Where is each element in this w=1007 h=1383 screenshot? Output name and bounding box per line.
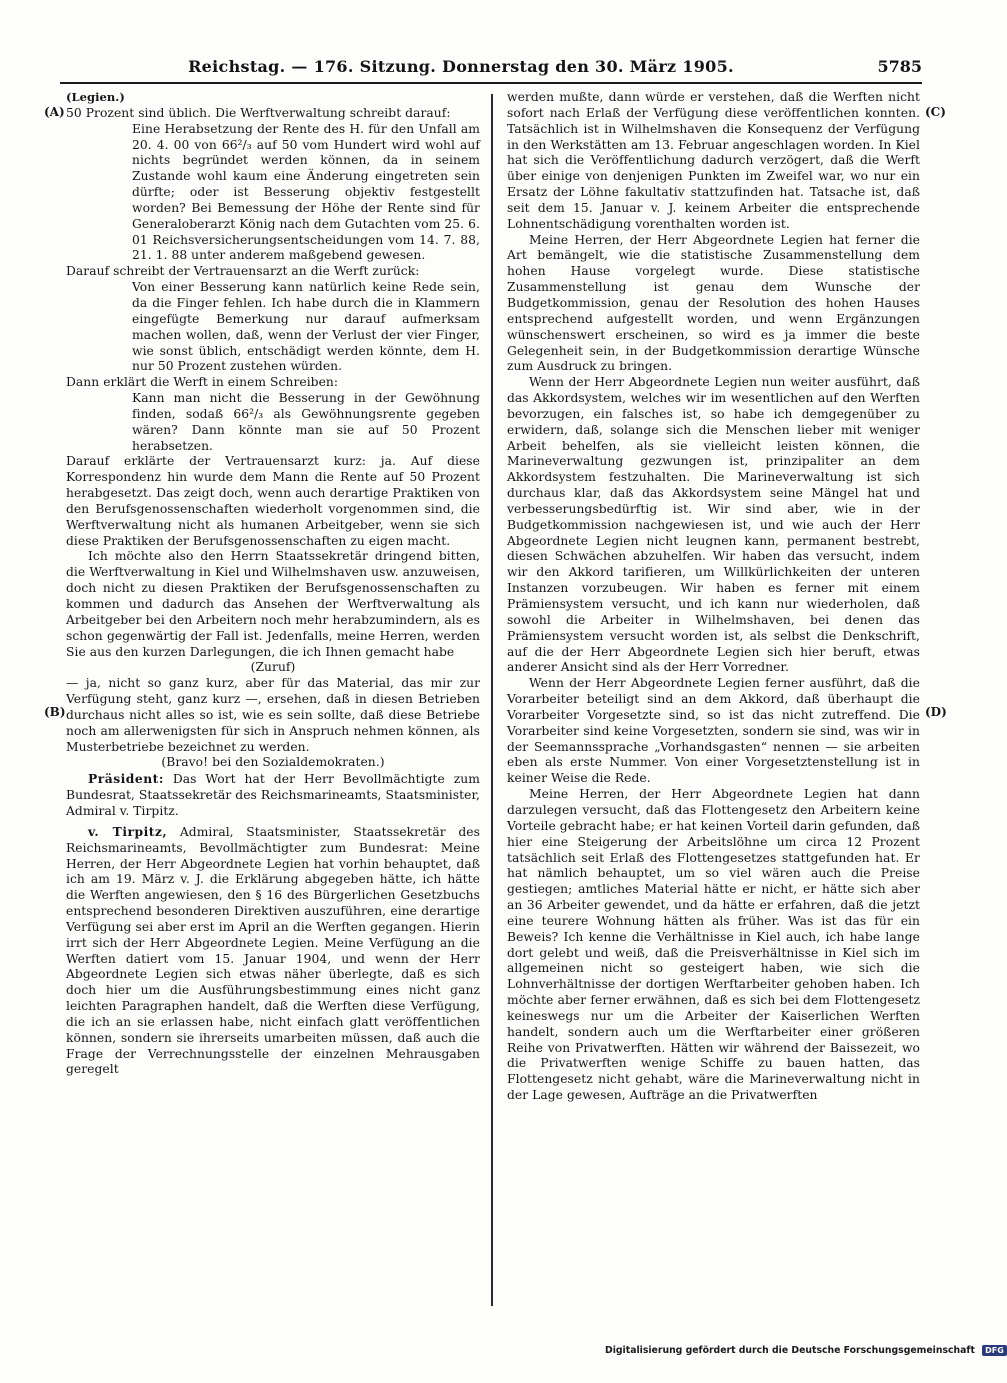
left-column	[66, 90, 480, 1078]
paragraph: Meine Herren, der Herr Abgeordnete Legien hat ferner die Art bemängelt, wie die statistische Zusammenstellung dem hohen Hause vorgelegt wurde. Diese statistische Zusammenstellung ist genau dem Wunsche der Budgetkommission, genau der Resolution des hohen Hauses entsprechend aufgestellt worden, und wenn Ergänzungen wünschenswert erscheinen, so wird es ja immer die beste Gelegenheit sein, in der Budgetkommission derartige Wünsche zum Ausdruck zu bringen.	[507, 232, 920, 374]
margin-marker-d: (D)	[925, 705, 947, 719]
header-rule	[60, 82, 922, 84]
quote-paragraph: Von einer Besserung kann natürlich keine Rede sein, da die Finger fehlen. Ich habe durch die in Klammern eingefügte Bemerkung nur darauf aufmerksam machen wollen, daß, wenn der Verlust der vier Finger, wie sonst üblich, entschädigt werden könnte, dem H. nur 50 Prozent zustehen würden.	[132, 280, 480, 374]
page-header	[60, 57, 922, 81]
paragraph: Wenn der Herr Abgeordnete Legien ferner ausführt, daß die Vorarbeiter beteiligt sind an dem Akkord, daß überhaupt die Vorarbeiter Vorgesetzte sind, so ist das nicht zutreffend. Die Vorarbeiter sind keine Vorgesetzten, sondern sie sind, was wir in der Seemannssprache „Vorhandsgasten“ nennen — sie arbeiten eben als erste Nummer. Von einer Vorgesetztenstellung ist in keiner Weise die Rede.	[507, 676, 920, 786]
tirpitz-label: v. Tirpitz,	[88, 823, 168, 839]
margin-marker-c: (C)	[925, 105, 946, 119]
margin-marker-b: (B)	[44, 705, 66, 719]
paragraph: Wenn der Herr Abgeordnete Legien nun weiter ausführt, daß das Akkordsystem, welches wir im wesentlichen auf den Werften bevorzugen, ein falsches ist, so habe ich demgegenüber zu erwidern, daß, solange sich die Menschen lieber mit weniger Arbeit behelfen, als sie vielleicht leisten können, die Marineverwaltung gezwungen ist, prinzipaliter an dem Akkordsystem festzuhalten. Die Marineverwaltung ist sich durchaus klar, daß das Akkordsystem seine Mängel hat und verbesserungsbedürftig ist. Wir sind aber, wie in der Budgetkommission nachgewiesen ist, und wie auch der Herr Abgeordnete Legien nicht leugnen kann, permanent bestrebt, diesen Schwächen abzuhelfen. Wir haben das versucht, indem wir den Akkord tarifieren, um Willkürlichkeiten der unteren Instanzen vorzubeugen. Wir haben es ferner mit einem Prämiensystem versucht, und ich kann nur wiederholen, daß sowohl die Arbeiter in Wilhelmshaven, bei denen das Prämiensystem versucht worden ist, als selbst die Denkschrift, auf die der Herr Abgeordnete Legien sich hier beruft, etwas anderer Ansicht sind als der Herr Vorredner.	[507, 375, 920, 675]
paragraph: — ja, nicht so ganz kurz, aber für das Material, das mir zur Verfügung steht, ganz kurz —, ersehen, daß in diesen Betrieben durchaus nicht alles so ist, wie es sein sollte, daß diese Betriebe noch am allerwenigsten für sich in Anspruch nehmen können, als Musterbetriebe bezeichnet zu werden.	[66, 676, 480, 754]
tirpitz-text: Admiral, Staatsminister, Staatssekretär des Reichsmarineamts, Bevollmächtigter zum Bundesrat: Meine Herren, der Herr Abgeordnete Legien hat vorhin behauptet, daß ich am 19. März v. J. die Erklärung abgegeben hätte, ich hätte die Werften angewiesen, den § 16 des Bürgerlichen Gesetzbuchs entsprechend besonderen Direktiven auszuführen, eine derartige Verfügung sei aber erst im April an die Werften gegangen. Hierin irrt sich der Herr Abgeordnete Legien. Meine Verfügung an die Werften datiert vom 15. Januar 1904, und wenn der Herr Abgeordnete Legien sich etwas näher überlegte, daß es sich doch hier um die Ausführungsbestimmung eines nicht ganz leichten Paragraphen handelt, daß die Werften diese Verfügung, die ich an sie erlassen habe, nicht einfach glatt veröffentlichen können, sondern sie ihrerseits umarbeiten müssen, daß auch die Frage der Verrechnungsstelle der einzelnen Mehrausgaben geregelt	[66, 824, 480, 1077]
president-statement	[66, 771, 480, 820]
page-number: 5785	[877, 57, 922, 76]
president-text: Das Wort hat der Herr Bevollmächtigte zum Bundesrat, Staatssekretär des Reichsmarineamts, Staatsminister, Admiral v. Tirpitz.	[66, 772, 480, 818]
quote-paragraph: Eine Herabsetzung der Rente des H. für den Unfall am 20. 4. 00 von 66²/₃ auf 50 vom Hundert wird wohl auf nichts begründet werden können, da in seinem Zustande wohl kaum eine Änderung eingetreten sein dürfte; oder ist Besserung objektiv festgestellt worden? Bei Bemessung der Höhe der Rente sind für Generaloberarzt König nach dem Gutachten vom 25. 6. 01 Reichsversicherungsentscheidungen vom 14. 7. 88, 21. 1. 88 unter anderem maßgebend gewesen.	[132, 121, 480, 263]
footer-text: Digitalisierung gefördert durch die Deutsche Forschungsgemeinschaft	[605, 1345, 975, 1356]
right-column	[507, 90, 920, 1104]
paragraph: 50 Prozent sind üblich. Die Werftverwaltung schreibt darauf:	[66, 105, 451, 120]
paragraph: Ich möchte also den Herrn Staatssekretär dringend bitten, die Werftverwaltung in Kiel und Wilhelmshaven usw. anzuweisen, doch nicht zu diesen Praktiken der Berufsgenossenschaften zu kommen und dadurch das Ansehen der Werftverwaltung als Arbeitgeber bei den Arbeitern noch mehr herabzumindern, als es schon gegenwärtig der Fall ist. Jedenfalls, meine Herren, werden Sie aus den kurzen Darlegungen, die ich Ihnen gemacht habe	[66, 549, 480, 659]
tirpitz-statement	[66, 824, 480, 1079]
column-divider	[491, 94, 493, 1306]
paragraph: werden mußte, dann würde er verstehen, daß die Werften nicht sofort nach Erlaß der Verfügung diese veröffentlichen konnten. Tatsächlich ist in Wilhelmshaven die Konsequenz der Verfügung in den Werkstätten am 13. Februar angeschlagen worden. In Kiel hat sich die Veröffentlichung dadurch verzögert, daß die Werft über einige von denjenigen Punkten im Zweifel war, wo nur ein Ersatz der Löhne fakultativ stattzufinden hat. Tatsache ist, daß seit dem 15. Januar v. J. keinem Arbeiter die entsprechende Lohnentschädigung vorenthalten worden ist.	[507, 90, 920, 231]
interjection: (Zuruf)	[250, 660, 296, 675]
quote-paragraph: Kann man nicht die Besserung in der Gewöhnung finden, sodaß 66²/₃ als Gewöhnungsrente gegeben wären? Dann könnte man sie auf 50 Prozent herabsetzen.	[132, 391, 480, 453]
footer-credit	[605, 1345, 1007, 1356]
applause-note: (Bravo! bei den Sozialdemokraten.)	[161, 755, 385, 770]
running-title: Reichstag. — 176. Sitzung. Donnerstag den 30. März 1905.	[188, 57, 734, 76]
speaker-label: (Legien.)	[66, 90, 125, 104]
dfg-logo: DFG	[982, 1345, 1007, 1356]
paragraph: Darauf erklärte der Vertrauensarzt kurz: ja. Auf diese Korrespondenz hin wurde dem Mann die Rente auf 50 Prozent herabgesetzt. Das zeigt doch, wenn auch derartige Praktiken von den Berufsgenossenschaften wiederholt vorgenommen sind, die Werftverwaltung nicht als humanen Arbeitgeber, wenn sie sich diese Praktiken der Berufsgenossenschaften zu eigen macht.	[66, 454, 480, 548]
margin-marker-a: (A)	[44, 105, 65, 119]
paragraph: Dann erklärt die Werft in einem Schreiben:	[66, 375, 339, 390]
paragraph: Meine Herren, der Herr Abgeordnete Legien hat dann darzulegen versucht, daß das Flottengesetz den Arbeitern keine Vorteile gebracht habe; er hat keinen Vorteil darin gefunden, daß hier eine Steigerung der Arbeitslöhne um circa 12 Prozent tatsächlich seit Erlaß des Flottengesetzes stattgefunden hat. Er hat nämlich behauptet, um so viel wären auch die Preise gestiegen; amtliches Material hätte er nicht, er hätte sich aber an 36 Arbeiter gewendet, und da hätte er erfahren, daß die jetzt eine teurere Wohnung hätten als früher. Was ist das für ein Beweis? Ich kenne die Verhältnisse in Kiel auch, ich habe lange dort gelebt und weiß, daß die Preisverhältnisse in Kiel sich im allgemeinen nicht so gesteigert haben, wie sich die Lohnverhältnisse der dortigen Werftarbeiter gehoben haben. Ich möchte aber ferner erwähnen, daß es sich bei dem Flottengesetz keineswegs nur um die Arbeiter der Kaiserlichen Werften handelt, sondern auch um die Werftarbeiter einer größeren Reihe von Privatwerften. Hätten wir während der Baissezeit, wo die Privatwerften wenige Schiffe zu bauen hatten, das Flottengesetz nicht gehabt, wäre die Marineverwaltung nicht in der Lage gewesen, Aufträge an die Privatwerften	[507, 787, 920, 1103]
president-label: Präsident:	[88, 771, 164, 787]
paragraph: Darauf schreibt der Vertrauensarzt an die Werft zurück:	[66, 264, 420, 279]
